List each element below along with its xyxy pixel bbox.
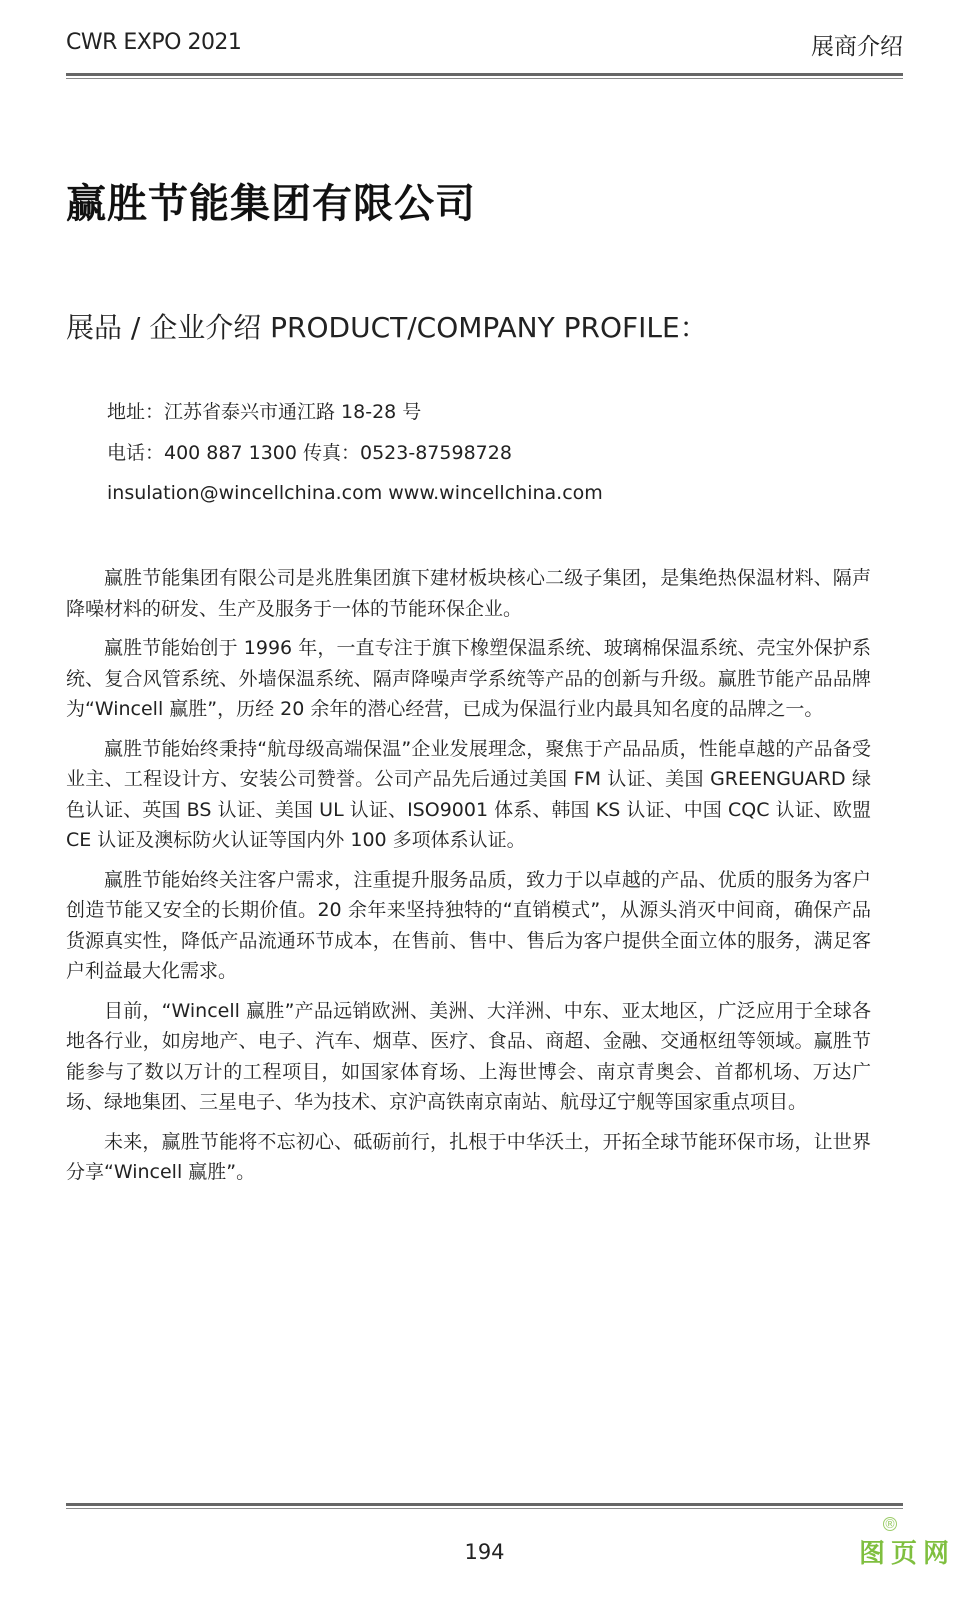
- paragraph: 目前，“Wincell 赢胜”产品远销欧洲、美洲、大洋洲、中东、亚太地区，广泛应用于全球各地各行业，如房地产、电子、汽车、烟草、医疗、食品、商超、金融、交通枢纽等领域。赢胜节能参与了数以万计的工程项目，如国家体育场、上海世博会、南京青奥会、首都机场、万达广场、绿地集团、三星电子、华为技术、京沪高铁南京南站、航母辽宁舰等国家重点项目。: [66, 999, 871, 1113]
- paragraph: 赢胜节能集团有限公司是兆胜集团旗下建材板块核心二级子集团，是集绝热保温材料、隔声降噪材料的研发、生产及服务于一体的节能环保企业。: [66, 567, 871, 620]
- paragraph: 赢胜节能始终秉持“航母级高端保温”企业发展理念，聚焦于产品品质，性能卓越的产品备受业主、工程设计方、安装公司赞誉。公司产品先后通过美国 FM 认证、美国 GREENGUARD 绿色认证、英国 BS 认证、美国 UL 认证、ISO9001 体系、韩国 KS 认证、中国 CQC 认证、欧盟 CE 认证及澳标防火认证等国内外 100 多项体系认证。: [66, 737, 871, 851]
- profile-heading: 展品 / 企业介绍 PRODUCT/COMPANY PROFILE：: [66, 311, 708, 344]
- paragraph: 赢胜节能始终关注客户需求，注重提升服务品质，致力于以卓越的产品、优质的服务为客户创造节能又安全的长期价值。20 余年来坚持独特的“直销模式”，从源头消灭中间商，确保产品货源真实性，降低产品流通环节成本，在售前、售中、售后为客户提供全面立体的服务，满足客户利益最大化需求。: [66, 868, 871, 982]
- expo-name: CWR EXPO 2021: [66, 30, 242, 55]
- address-line: 地址：江苏省泰兴市通江路 18-28 号: [107, 401, 422, 423]
- email-web-line: insulation@wincellchina.com www.wincellchina.com: [107, 482, 603, 504]
- paragraph: 赢胜节能始创于 1996 年，一直专注于旗下橡塑保温系统、玻璃棉保温系统、壳宝外保护系统、复合风管系统、外墙保温系统、隔声降噪声学系统等产品的创新与升级。赢胜节能产品品牌为“Wincell 赢胜”，历经 20 余年的潜心经营，已成为保温行业内最具知名度的品牌之一。: [66, 637, 871, 720]
- company-description: [66, 563, 871, 1197]
- header-divider: [66, 73, 903, 76]
- registered-mark-icon: ®: [884, 1517, 896, 1531]
- page-header: [66, 26, 903, 62]
- company-title: 赢胜节能集团有限公司: [66, 181, 476, 227]
- paragraph: 未来，赢胜节能将不忘初心、砥砺前行，扎根于中华沃土，开拓全球节能环保市场，让世界分享“Wincell 赢胜”。: [66, 1130, 871, 1183]
- watermark-text: 图页网: [858, 1539, 955, 1569]
- phone-fax-line: 电话：400 887 1300 传真：0523-87598728: [107, 441, 512, 464]
- footer-divider: [66, 1503, 903, 1506]
- watermark-logo: [858, 1517, 955, 1570]
- contact-block: [107, 398, 603, 520]
- section-name: 展商介绍: [811, 34, 903, 60]
- page-number: 194: [464, 1540, 505, 1564]
